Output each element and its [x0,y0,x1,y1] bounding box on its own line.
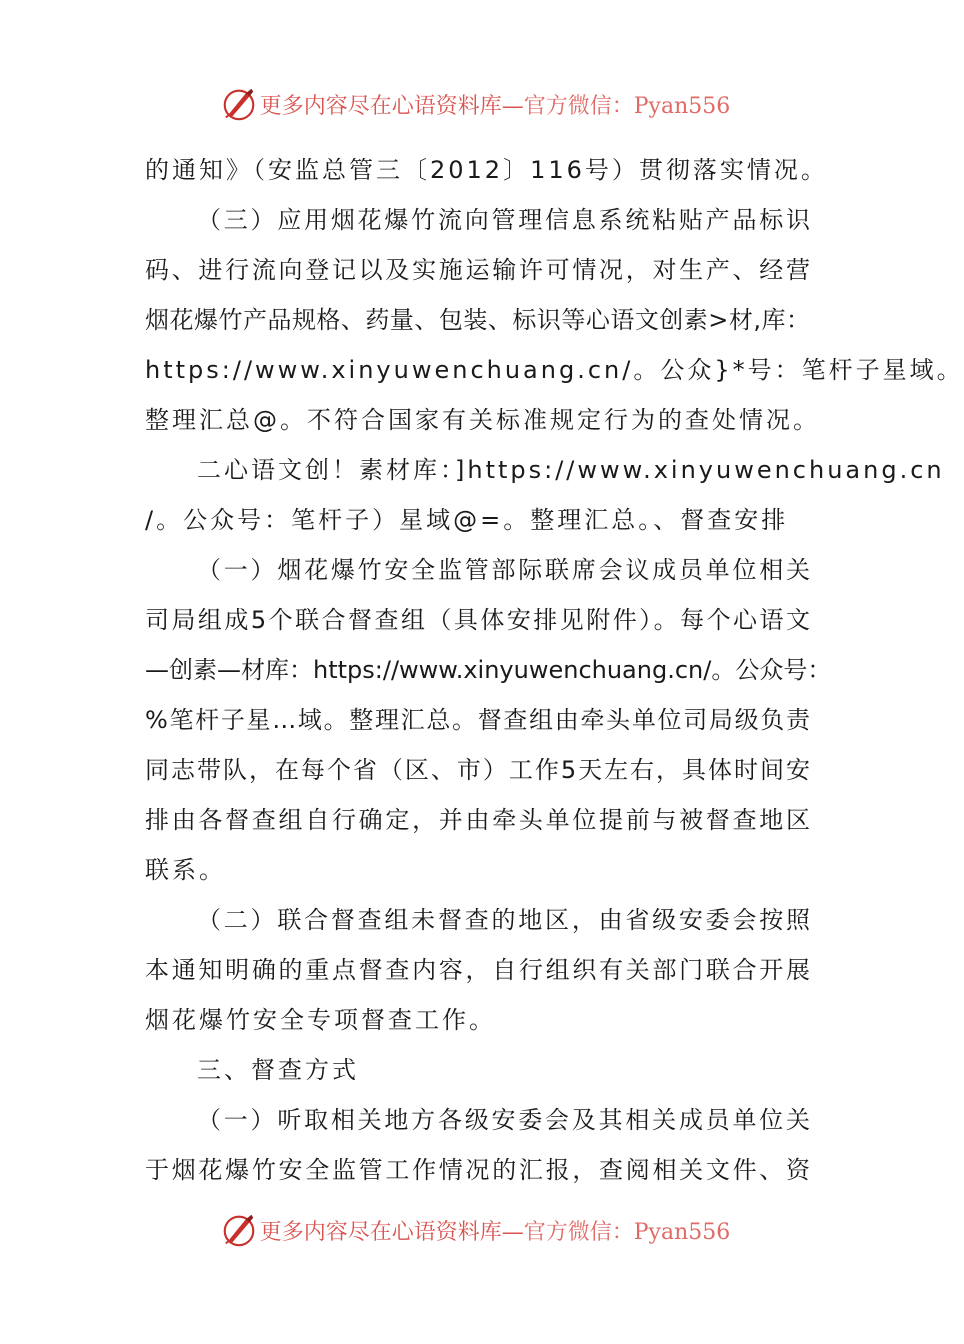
footer-banner [0,1210,950,1250]
text-line: 联系。 [145,856,226,884]
banner-main-text: 更多内容尽在心语资料库 [259,1219,502,1245]
banner-dash: — [501,1219,524,1245]
document-body [145,145,964,1195]
banner-text [260,89,731,120]
text-line: %笔杆子星…域。整理汇总。督查组由牵头单位司局级负责 [145,706,810,734]
text-line: 烟花爆竹安全专项督查工作。 [145,1006,496,1034]
text-line: 同志带队，在每个省（区、市）工作5天左右，具体时间安 [145,756,810,784]
text-line: 的通知》（安监总管三〔2012〕116号）贯彻落实情况。 [145,156,828,184]
banner-main-text: 更多内容尽在心语资料库 [259,93,502,119]
text-line: （一）听取相关地方各级安委会及其相关成员单位关 [197,1106,810,1134]
text-line: 于烟花爆竹安全监管工作情况的汇报，查阅相关文件、资 [145,1156,810,1184]
text-line: 本通知明确的重点督查内容，自行组织有关部门联合开展 [145,956,810,984]
banner-wechat-text: 官方微信：Pyan556 [523,93,731,119]
text-line: 三、督查方式 [197,1056,359,1084]
text-line: 烟花爆竹产品规格、药量、包装、标识等心语文创素>材,库： [145,306,810,334]
text-line: —创素—材库：https://www.xinyuwenchuang.cn/。公众号： [145,656,832,684]
text-line: 码、进行流向登记以及实施运输许可情况，对生产、经营 [145,256,810,284]
header-banner [0,84,950,124]
text-line: （三）应用烟花爆竹流向管理信息系统粘贴产品标识 [197,206,810,234]
pen-logo-icon [220,1211,258,1249]
banner-dash: — [501,93,524,119]
text-line: 司局组成5个联合督查组（具体安排见附件）。每个心语文 [145,606,810,634]
text-line: 排由各督查组自行确定，并由牵头单位提前与被督查地区 [145,806,810,834]
pen-logo-icon [220,85,258,123]
text-line: （二）联合督查组未督查的地区，由省级安委会按照 [197,906,810,934]
banner-text [260,1215,731,1246]
text-line: 二心语文创！素材库：]https://www.xinyuwenchuang.cn [197,456,945,484]
banner-wechat-text: 官方微信：Pyan556 [523,1219,731,1245]
text-line: https://www.xinyuwenchuang.cn/。公众}*号：笔杆子星域。 [145,356,964,384]
text-line: （一）烟花爆竹安全监管部际联席会议成员单位相关 [197,556,810,584]
text-line: 整理汇总@。不符合国家有关标准规定行为的查处情况。 [145,406,820,434]
text-line: /。公众号：笔杆子）星域@=。整理汇总。、督查安排 [145,506,789,534]
